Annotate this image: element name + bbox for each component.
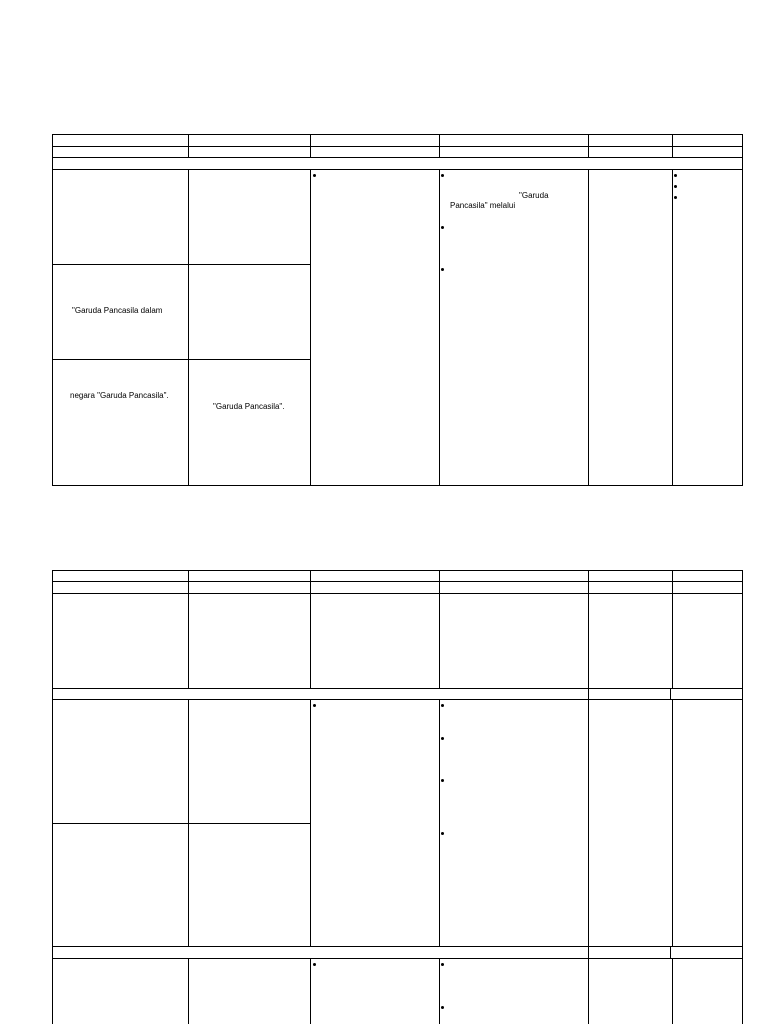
table-1-rule xyxy=(52,485,743,486)
bullet-icon xyxy=(313,174,316,177)
table-2-rule xyxy=(672,958,673,1024)
table-1-rule xyxy=(310,134,311,158)
bullet-icon xyxy=(674,196,677,199)
table-1-rule xyxy=(52,169,743,170)
table-2-rule xyxy=(439,958,440,1024)
table-2-rule xyxy=(588,958,589,1024)
table-2-rule xyxy=(439,699,440,947)
table-1-rule xyxy=(52,134,53,486)
table-1-rule xyxy=(588,169,589,486)
table-2-rule xyxy=(588,570,589,689)
table-2-rule xyxy=(52,946,743,947)
bullet-icon xyxy=(313,963,316,966)
table-1-rule xyxy=(52,146,743,147)
table-1-rule xyxy=(52,134,743,135)
bullet-icon xyxy=(674,174,677,177)
cell-text: Pancasila" melalui xyxy=(450,201,516,210)
table-2-rule xyxy=(188,699,189,947)
cell-text: "Garuda xyxy=(519,191,549,200)
table-1-rule xyxy=(439,169,440,486)
cell-text: "Garuda Pancasila dalam xyxy=(72,306,163,315)
bullet-icon xyxy=(441,1006,444,1009)
cell-text: negara "Garuda Pancasila". xyxy=(70,391,169,400)
bullet-icon xyxy=(313,704,316,707)
table-2-rule xyxy=(52,593,743,594)
table-2-rule xyxy=(742,570,743,1024)
table-1-rule xyxy=(52,359,311,360)
bullet-icon xyxy=(441,226,444,229)
table-2-rule xyxy=(188,958,189,1024)
table-2-rule xyxy=(52,581,743,582)
table-2-rule xyxy=(672,570,673,689)
table-2-rule xyxy=(52,688,743,689)
table-1-rule xyxy=(742,134,743,486)
table-2-rule xyxy=(52,699,743,700)
bullet-icon xyxy=(441,174,444,177)
table-2-rule xyxy=(52,570,743,571)
table-2-rule xyxy=(52,958,743,959)
table-2-rule xyxy=(310,699,311,947)
table-1-rule xyxy=(52,157,743,158)
bullet-icon xyxy=(441,832,444,835)
table-2-rule xyxy=(672,699,673,947)
table-2-rule xyxy=(52,570,53,1024)
table-2-rule xyxy=(310,570,311,689)
table-2-rule xyxy=(588,699,589,947)
cell-text: "Garuda Pancasila". xyxy=(213,402,285,411)
table-1-rule xyxy=(439,134,440,158)
bullet-icon xyxy=(441,963,444,966)
bullet-icon xyxy=(441,737,444,740)
bullet-icon xyxy=(441,779,444,782)
table-1-rule xyxy=(310,169,311,486)
bullet-icon xyxy=(441,268,444,271)
table-1-rule xyxy=(52,264,311,265)
table-1-rule xyxy=(672,134,673,158)
table-1-rule xyxy=(188,134,189,158)
table-2-rule xyxy=(670,688,671,700)
table-2-rule xyxy=(310,958,311,1024)
table-1-rule xyxy=(672,169,673,486)
bullet-icon xyxy=(674,185,677,188)
table-2-rule xyxy=(670,946,671,959)
table-2-rule xyxy=(188,570,189,689)
table-2-rule xyxy=(52,823,311,824)
table-1-rule xyxy=(188,169,189,486)
table-2-rule xyxy=(439,570,440,689)
table-1-rule xyxy=(588,134,589,158)
bullet-icon xyxy=(441,704,444,707)
